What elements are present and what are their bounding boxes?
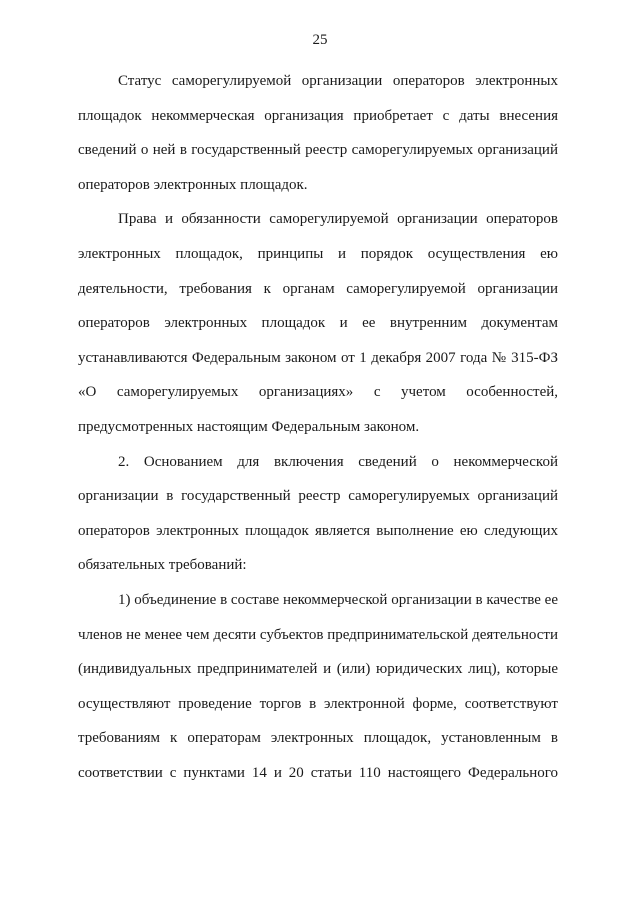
paragraph-requirement-1: 1) объединение в составе некоммерческой организации в качестве ее членов не менее чем десяти субъектов предпринимательской деятельности (индивидуальных предпринимателей и (или) юридических лиц), которые осуществляют проведение торгов в электронной форме, соответствуют требованиям к операторам электронных площадок, установленным в соответствии с пунктами 14 и 20 статьи 110 настоящего Федерального	[78, 591, 558, 781]
paragraph-sro-status: Статус саморегулируемой организации операторов электронных площадок некоммерческая организация приобретает с даты внесения сведений о ней в государственный реестр саморегулируемых организаций операторов электронных площадок.	[78, 73, 558, 193]
document-body	[78, 64, 558, 790]
paragraph-registry-grounds: 2. Основанием для включения сведений о некоммерческой организации в государственный реестр саморегулируемых организаций операторов электронных площадок является выполнение ею следующих обязательных требований:	[78, 453, 558, 574]
page-number: 25	[312, 32, 328, 48]
paragraph-sro-rights: Права и обязанности саморегулируемой организации операторов электронных площадок, принципы и порядок осуществления ею деятельности, требования к органам саморегулируемой организации операторов электронных площадок и ее внутренним документам устанавливаются Федеральным законом от 1 декабря 2007 года № 315-ФЗ «О саморегулируемых организациях» с учетом особенностей, предусмотренных настоящим Федеральным законом.	[78, 211, 558, 435]
